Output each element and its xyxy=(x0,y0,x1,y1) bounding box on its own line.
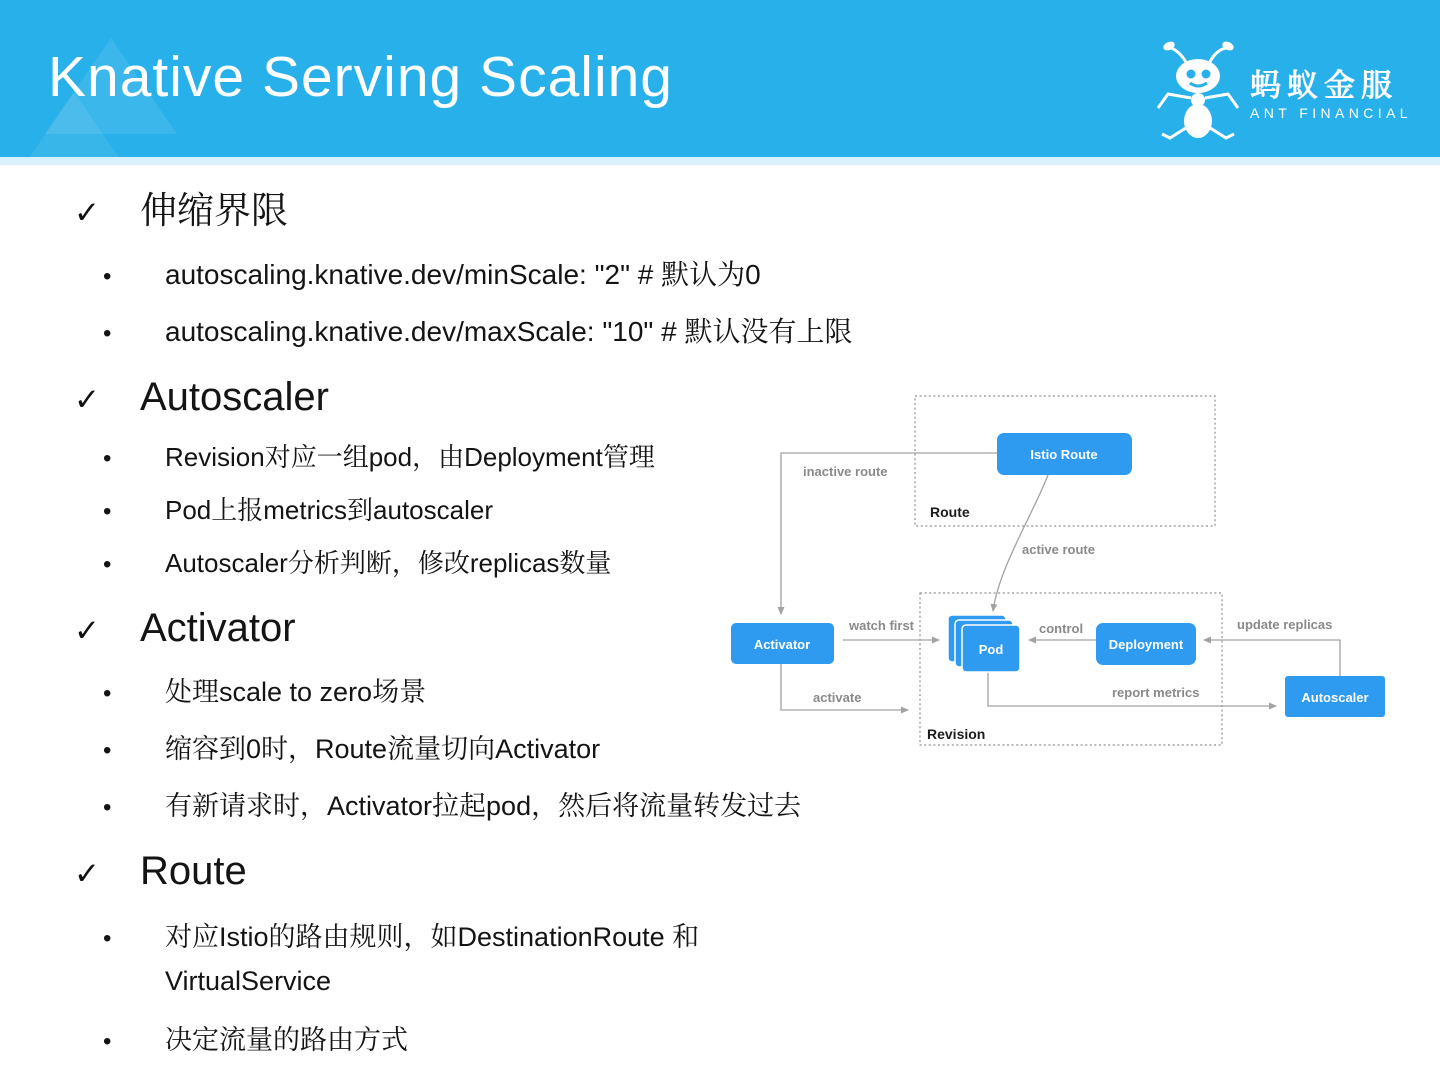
bullet-text: 缩容到0时，Route流量切向Activator xyxy=(165,734,601,764)
section-heading: Route xyxy=(140,849,247,893)
list-item xyxy=(103,310,1440,354)
activator-label: Activator xyxy=(753,637,811,652)
check-icon: ✓ xyxy=(74,856,100,891)
edge-label-watch-first: watch first xyxy=(849,618,915,633)
pod-label: Pod xyxy=(978,642,1004,657)
list-item xyxy=(103,915,1440,1003)
bullet-icon: • xyxy=(103,551,112,578)
list-item xyxy=(103,253,1440,297)
list-item xyxy=(103,727,1440,771)
list-item xyxy=(103,488,1440,532)
bullet-text: Pod上报metrics到autoscaler xyxy=(165,495,493,525)
section-heading: Activator xyxy=(140,606,296,650)
logo-text-en: ANT FINANCIAL xyxy=(1250,104,1412,121)
ant-financial-logo xyxy=(1156,36,1412,153)
section-scale-bounds xyxy=(0,182,1440,354)
edge-label-update-replicas: update replicas xyxy=(1237,617,1333,632)
header-accent-strip xyxy=(0,157,1440,165)
autoscaler-label: Autoscaler xyxy=(1301,690,1369,705)
list-item xyxy=(103,541,1440,585)
edge-label-control: control xyxy=(1039,621,1084,636)
edge-label-activate: activate xyxy=(813,690,862,705)
bullet-icon: • xyxy=(103,737,112,764)
route-group-label: Route xyxy=(930,504,970,520)
bullet-icon: • xyxy=(103,680,112,707)
bullet-text: Revision对应一组pod，由Deployment管理 xyxy=(165,442,655,472)
edge-label-active-route: active route xyxy=(1022,542,1095,557)
check-icon: ✓ xyxy=(74,195,100,230)
bullet-icon: • xyxy=(103,320,112,347)
list-item xyxy=(103,670,1440,714)
bullet-text: 处理scale to zero场景 xyxy=(165,677,427,707)
edge-label-report-metrics: report metrics xyxy=(1112,685,1200,700)
list-item xyxy=(103,435,1440,479)
bullet-icon: • xyxy=(103,263,112,290)
list-item xyxy=(103,1018,1440,1062)
bullet-text: 决定流量的路由方式 xyxy=(165,1025,408,1055)
check-icon: ✓ xyxy=(74,382,100,417)
edge-label-inactive-route: inactive route xyxy=(803,464,888,479)
bullet-text: Autoscaler分析判断，修改replicas数量 xyxy=(165,548,612,578)
slide-body xyxy=(0,168,1440,1077)
bullet-text: autoscaling.knative.dev/maxScale: "10" # 默认没有上限 xyxy=(165,316,853,347)
deployment-label: Deployment xyxy=(1108,637,1184,652)
header-bar xyxy=(0,0,1440,157)
bullet-icon: • xyxy=(103,794,112,821)
section-heading: Autoscaler xyxy=(140,375,329,419)
bullet-text: 有新请求时，Activator拉起pod，然后将流量转发过去 xyxy=(165,791,802,821)
section-autoscaler xyxy=(0,368,1440,585)
check-icon: ✓ xyxy=(74,613,100,648)
bullet-text: autoscaling.knative.dev/minScale: "2" # 默认为0 xyxy=(165,259,761,290)
bullet-icon: • xyxy=(103,925,112,952)
bullet-icon: • xyxy=(103,445,112,472)
bullet-text: 对应Istio的路由规则，如DestinationRoute 和 VirtualService xyxy=(165,922,700,996)
section-route xyxy=(0,842,1440,1062)
page-title: Knative Serving Scaling xyxy=(48,45,674,109)
list-item xyxy=(103,784,1440,828)
bullet-icon: • xyxy=(103,498,112,525)
istio-route-label: Istio Route xyxy=(1030,447,1098,462)
revision-group-label: Revision xyxy=(927,726,986,742)
bullet-icon: • xyxy=(103,1028,112,1055)
ant-mascot-icon xyxy=(1156,36,1240,153)
section-activator xyxy=(0,599,1440,828)
logo-text-cn: 蚂蚁金服 xyxy=(1250,67,1399,103)
section-heading: 伸缩界限 xyxy=(140,190,288,231)
